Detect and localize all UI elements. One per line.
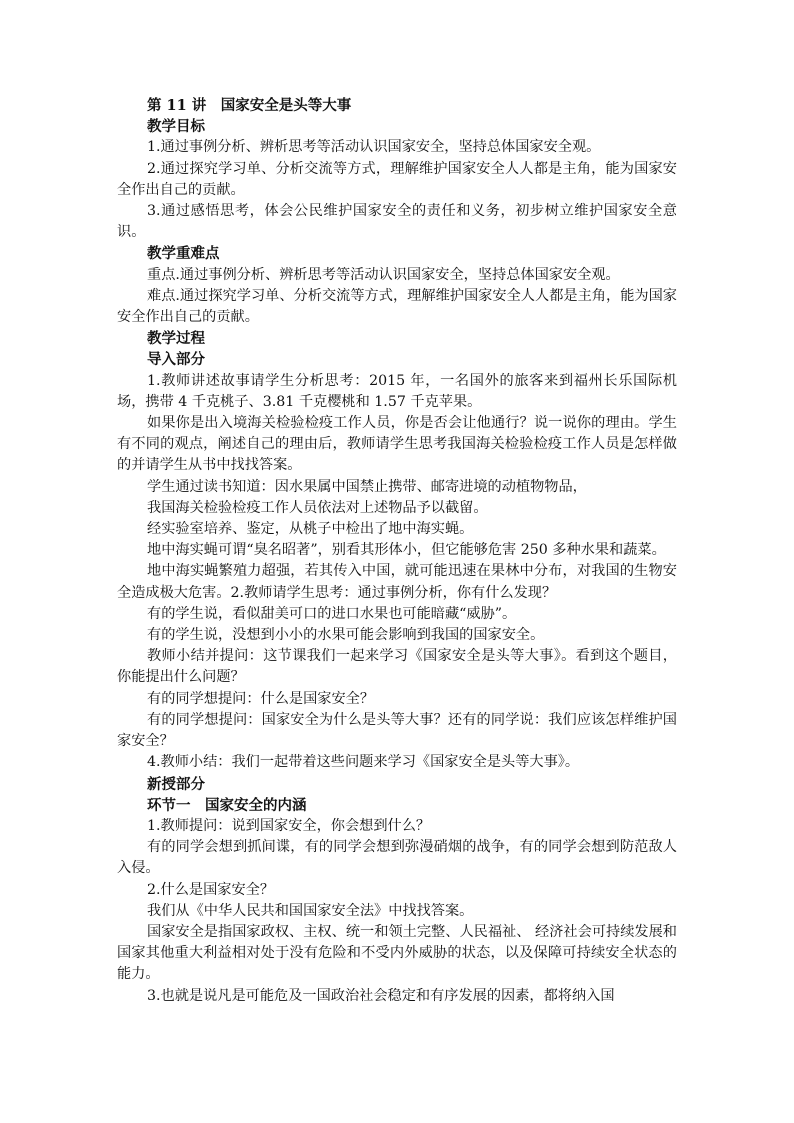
document-body (117, 116, 677, 1007)
paragraph: 1.通过事例分析、辨析思考等活动认识国家安全，坚持总体国家安全观。 (147, 139, 601, 156)
section-heading: 教学过程 (147, 330, 205, 348)
paragraph: 经实验室培养、鉴定，从桃子中检出了地中海实蝇。 (147, 521, 474, 538)
paragraph: 有的同学会想到抓间谍，有的同学会想到弥漫硝烟的战争，有的同学会想到防范敌人入侵。 (117, 839, 677, 877)
paragraph: 我们从《中华人民共和国国家安全法》中找找答案。 (147, 902, 474, 919)
paragraph: 1.教师提问：说到国家安全，你会想到什么？ (147, 817, 431, 834)
section-heading: 导入部分 (147, 351, 205, 369)
paragraph: 3.也就是说凡是可能危及一国政治社会稳定和有序发展的因素，都将纳入国 (147, 987, 615, 1004)
paragraph: 4.教师小结：我们一起带着这些问题来学习《国家安全是头等大事》。 (147, 754, 580, 771)
paragraph: 1.教师讲述故事请学生分析思考：2015 年，一名国外的旅客来到福州长乐国际机场，携带 4 千克桃子、3.81 千克樱桃和 1.57 千克苹果。 (117, 372, 677, 410)
paragraph: 2.通过探究学习单、分析交流等方式，理解维护国家安全人人都是主角，能为国家安全作出自己的贡献。 (117, 160, 677, 198)
paragraph: 如果你是出入境海关检验检疫工作人员，你是否会让他通行？说一说你的理由。学生有不同的观点，阐述自己的理由后，教师请学生思考我国海关检验检疫工作人员是怎样做的并请学生从书中找找答案。 (117, 415, 677, 474)
paragraph: 有的同学想提问：什么是国家安全？ (147, 690, 375, 707)
section-heading: 教学目标 (147, 118, 205, 136)
paragraph: 重点.通过事例分析、辨析思考等活动认识国家安全，坚持总体国家安全观。 (147, 266, 620, 283)
document-page (117, 95, 677, 1007)
paragraph: 2.什么是国家安全？ (147, 881, 275, 898)
paragraph: 难点.通过探究学习单、分析交流等方式，理解维护国家安全人人都是主角，能为国家安全作出自己的贡献。 (117, 287, 677, 326)
paragraph: 教师小结并提问：这节课我们一起来学习《国家安全是头等大事》。看到这个题目，你能提出什么问题？ (117, 648, 677, 686)
paragraph: 地中海实蝇可谓“臭名昭著”，别看其形体小，但它能够危害 250 多种水果和蔬菜。 (147, 542, 666, 559)
section-heading: 教学重难点 (147, 245, 220, 263)
paragraph: 地中海实蝇繁殖力超强，若其传入中国，就可能迅速在果林中分布，对我国的生物安全造成极大危害。2.教师请学生思考：通过事例分析，你有什么发现？ (117, 563, 677, 601)
paragraph: 3.通过感悟思考，体会公民维护国家安全的责任和义务，初步树立维护国家安全意识。 (117, 203, 677, 241)
paragraph: 学生通过读书知道：因水果属中国禁止携带、邮寄进境的动植物物品， (147, 478, 587, 495)
paragraph: 有的学生说，没想到小小的水果可能会影响到我国的国家安全。 (147, 627, 545, 644)
section-heading: 环节一 国家安全的内涵 (147, 796, 307, 814)
paragraph: 有的学生说，看似甜美可口的进口水果也可能暗藏“威胁”。 (147, 605, 517, 622)
paragraph: 有的同学想提问：国家安全为什么是头等大事？还有的同学说：我们应该怎样维护国家安全？ (117, 711, 677, 750)
paragraph: 国家安全是指国家政权、主权、统一和领土完整、人民福祉、 经济社会可持续发展和国家其他重大利益相对处于没有危险和不受内外威胁的状态，以及保障可持续安全状态的能力。 (117, 923, 677, 983)
paragraph: 我国海关检验检疫工作人员依法对上述物品予以截留。 (147, 499, 488, 516)
section-heading: 新授部分 (147, 775, 205, 793)
lesson-title: 第 11 讲 国家安全是头等大事 (147, 97, 352, 114)
